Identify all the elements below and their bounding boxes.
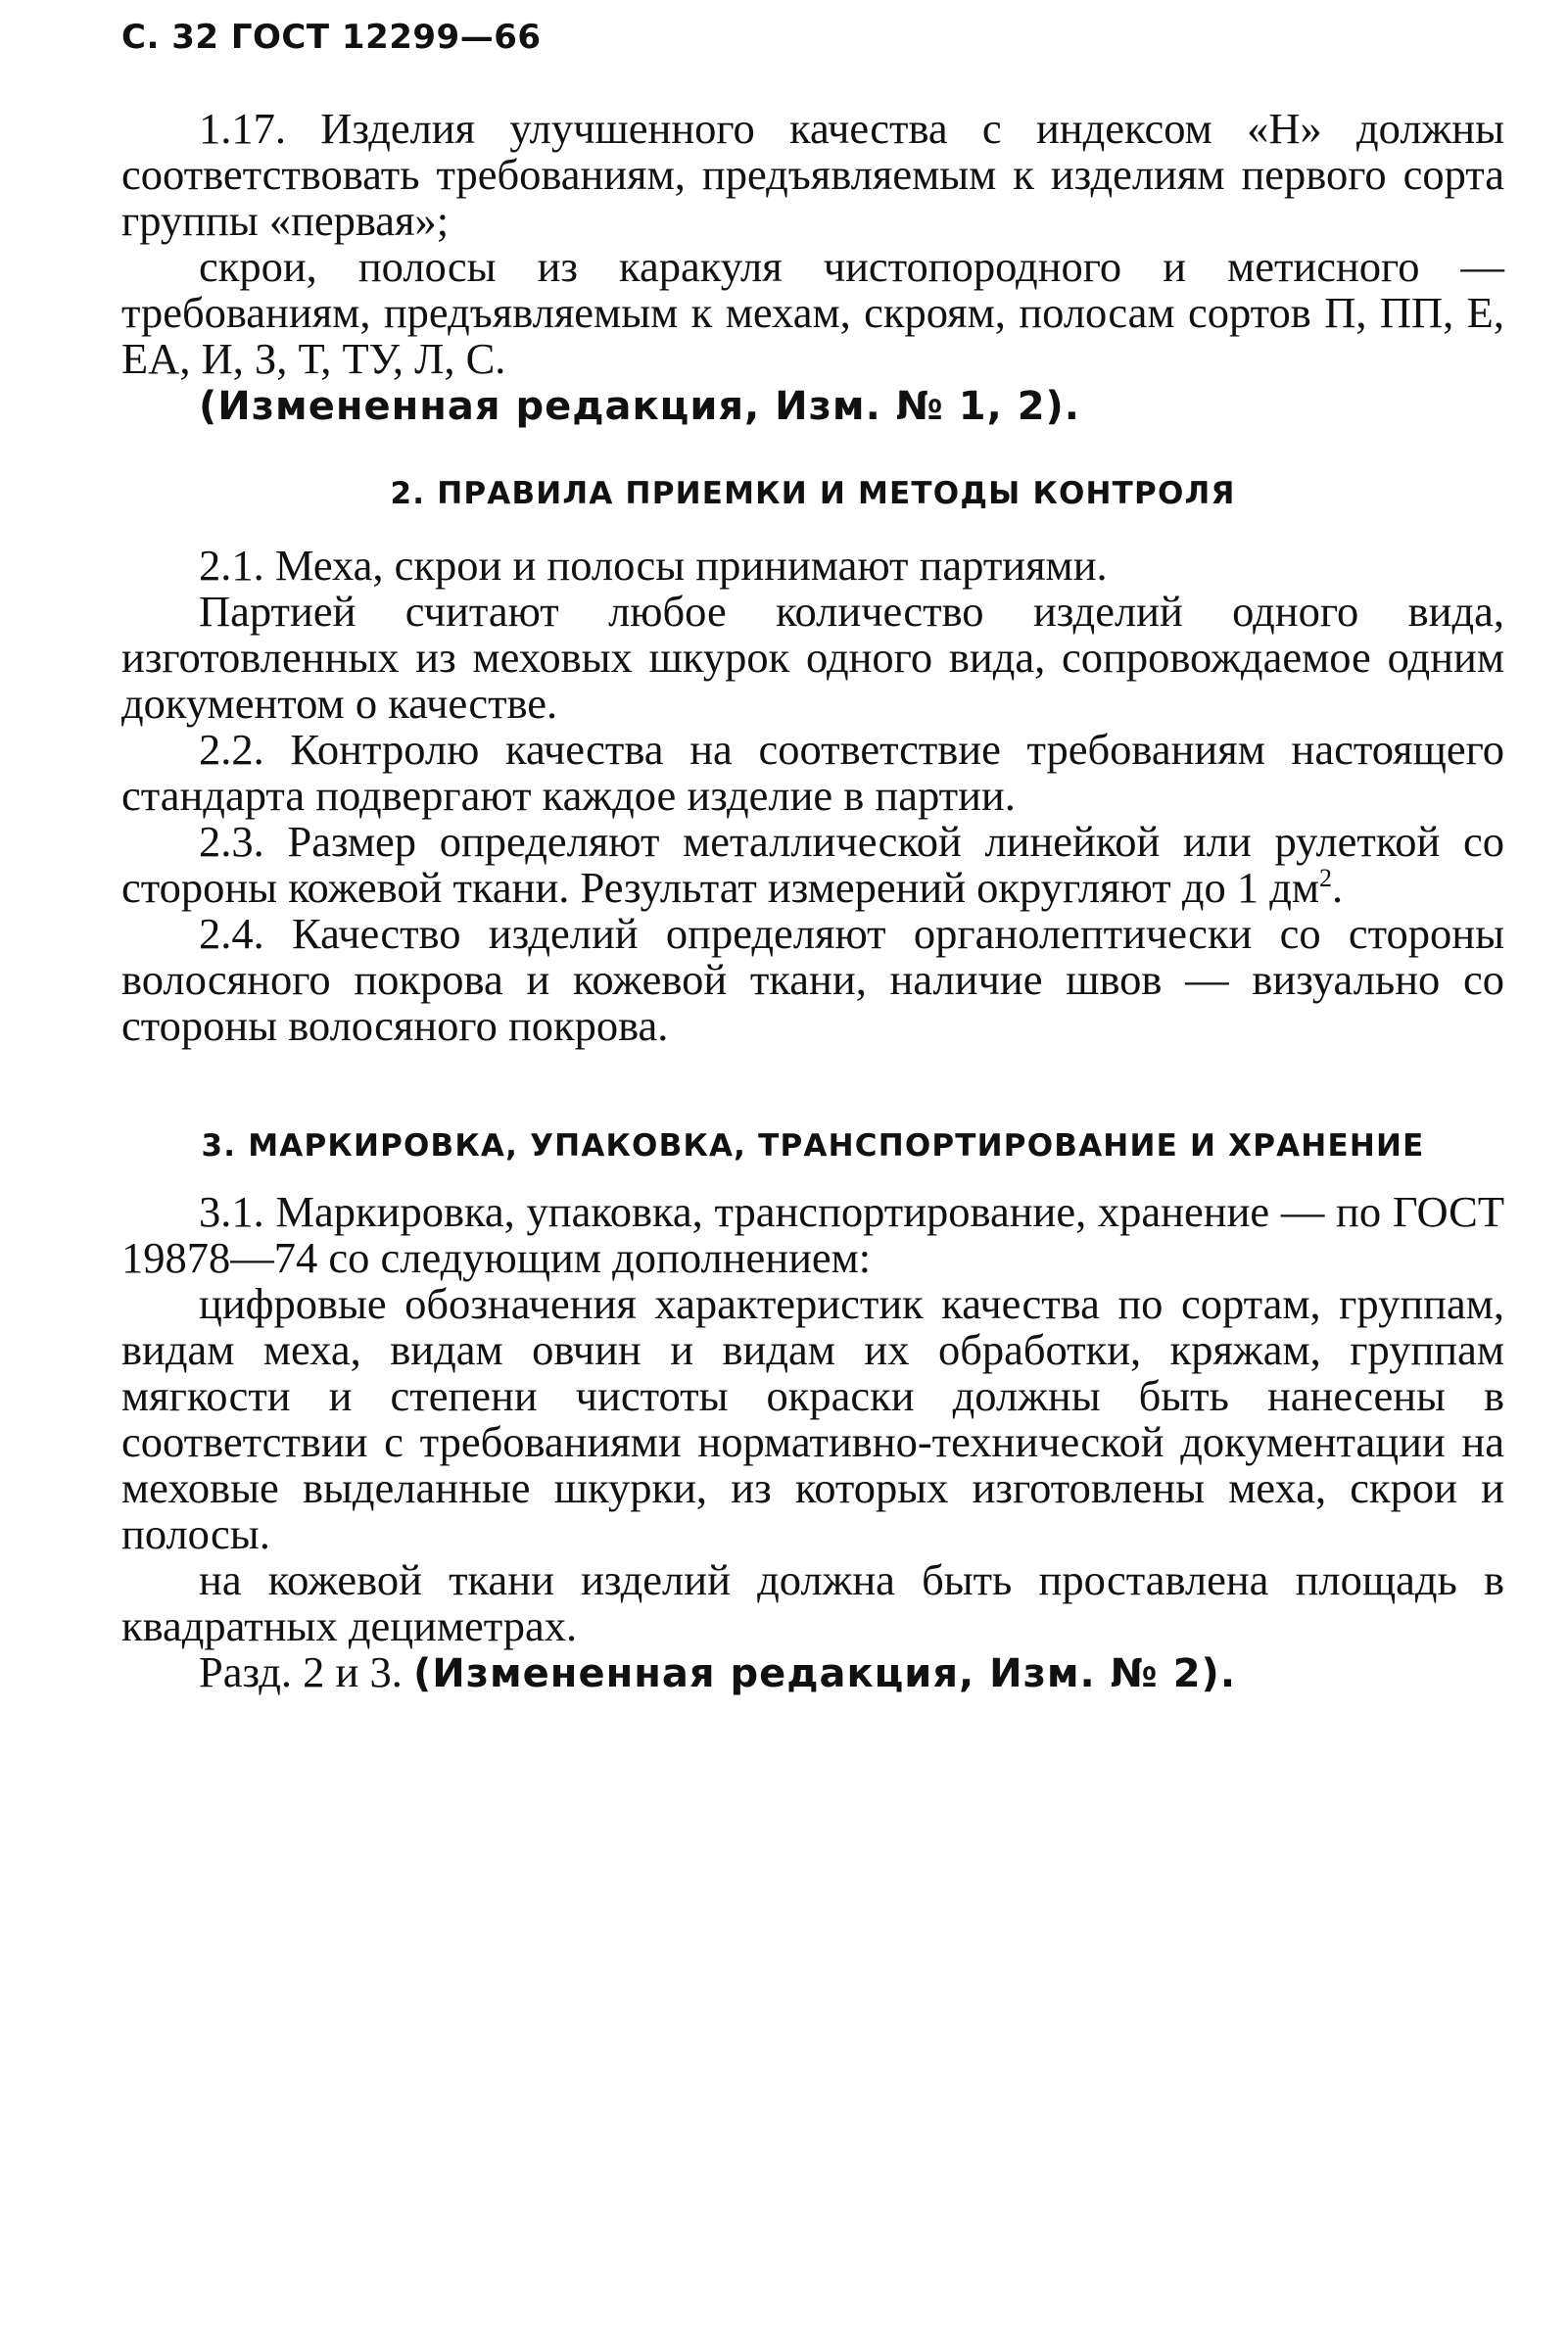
amendment-text-1: (Измененная редакция, Изм. № 1, 2). [199,384,1080,429]
paragraph-2-2: 2.2. Контролю качества на соответствие требованиям настоящего стандарта подвергают каждое изделие в партии. [121,725,1504,820]
paragraph-cifrovye: цифровые обозначения характеристик качества по сортам, группам, видам меха, видам овчин и видам их обработки, кряжам, группам мягкости и степени чистоты окраски должны быть нанесены в соответствии с требованиями нормативно-технической документации на меховые выделанные шкурки, из которых изготовлены меха, скрои и полосы. [121,1279,1504,1558]
squared-superscript: 2 [1319,864,1333,892]
paragraph-2-3-end: . [1332,863,1344,912]
paragraph-2-4: 2.4. Качество изделий определяют органолептически со стороны волосяного покрова и кожевой ткани, наличие швов — визуально со стороны волосяного покрова. [121,909,1504,1050]
running-head: С. 32 ГОСТ 12299—66 [121,18,542,57]
paragraph-1-17: 1.17. Изделия улучшенного качества с индексом «Н» должны соответствовать требованиям, предъявляемым к изделиям первого сорта группы «первая»; [121,104,1504,245]
section-3-heading: 3. МАРКИРОВКА, УПАКОВКА, ТРАНСПОРТИРОВАНИЕ И ХРАНЕНИЕ [201,1128,1425,1164]
paragraph-2-3 [121,819,1504,911]
section-3-body [121,1189,1504,1697]
amendment-note-2 [121,1649,1504,1697]
paragraph-kozhevoy: на кожевой ткани изделий должна быть проставлена площадь в квадратных дециметрах. [121,1555,1504,1650]
section-2-heading: 2. ПРАВИЛА ПРИЕМКИ И МЕТОДЫ КОНТРОЛЯ [390,476,1236,511]
amendment-text-2: (Измененная редакция, Изм. № 2). [412,1651,1237,1696]
amendment-prefix: Разд. 2 и 3. [199,1647,413,1696]
paragraph-partiya: Партией считают любое количество изделий одного вида, изготовленных из меховых шкурок одного вида, сопровождаемое одним документом о качестве. [121,587,1504,728]
section-1-tail [121,106,1504,430]
paragraph-3-1: 3.1. Маркировка, упаковка, транспортирование, хранение — по ГОСТ 19878—74 со следующим дополнением: [121,1187,1504,1282]
paragraph-skroi: скрои, полосы из каракуля чистопородного и метисного — требованиям, предъявляемым к мехам, скроям, полосам сортов П, ПП, Е, ЕА, И, З, Т, ТУ, Л, С. [121,242,1504,383]
section-2-body [121,543,1504,1049]
paragraph-2-1: 2.1. Меха, скрои и полосы принимают партиями. [199,541,1108,590]
paragraph-2-3-text: 2.3. Размер определяют металлической линейкой или рулеткой со стороны кожевой ткани. Результат измерений округляют до 1 дм [121,817,1504,912]
amendment-note-1 [121,382,1504,430]
